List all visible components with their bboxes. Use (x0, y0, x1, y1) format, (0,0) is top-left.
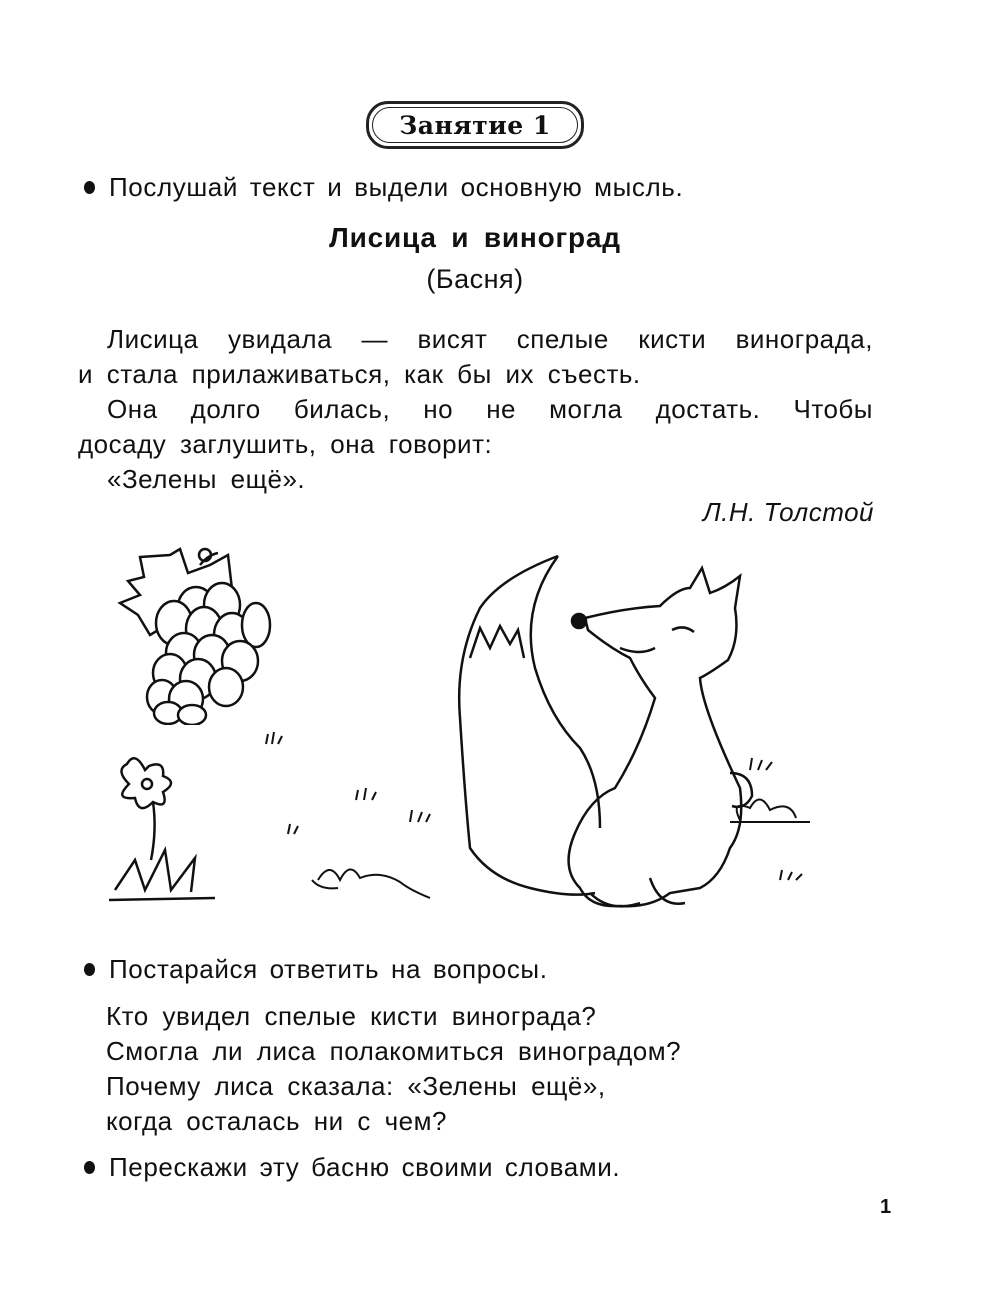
grapes-illustration (110, 545, 280, 725)
bullet-icon (84, 1161, 95, 1174)
task-text: Постарайся ответить на вопросы. (109, 954, 548, 984)
lesson-badge (366, 101, 584, 149)
fable-genre: (Басня) (426, 264, 524, 294)
fable-line: Она долго билась, но не могла достать. Чтобы (107, 394, 873, 424)
question: когда осталась ни с чем? (106, 1106, 447, 1136)
fable-line: «Зелены ещё». (107, 464, 306, 494)
question: Почему лиса сказала: «Зелены ещё», (106, 1071, 606, 1101)
bullet-icon (84, 963, 95, 976)
task-answer (82, 954, 548, 985)
question: Кто увидел спелые кисти винограда? (106, 1001, 597, 1031)
fable-line: и стала прилаживаться, как бы их съесть. (78, 359, 641, 389)
page-number: 1 (880, 1196, 892, 1218)
fable-line: Лисица увидала — висят спелые кисти винограда, (107, 324, 873, 354)
task-text: Перескажи эту басню своими словами. (109, 1152, 621, 1182)
task-retell (82, 1152, 620, 1183)
task-listen (82, 172, 683, 203)
question: Смогла ли лиса полакомиться виноградом? (106, 1036, 682, 1066)
flower-illustration (105, 740, 230, 910)
fable-title: Лисица и виноград (329, 222, 621, 253)
bullet-icon (84, 181, 95, 194)
grass-tufts (260, 730, 820, 920)
fable-line: досаду заглушить, она говорит: (78, 429, 493, 459)
fable-author: Л.Н. Толстой (702, 497, 874, 527)
lesson-label: Занятие 1 (399, 110, 551, 140)
task-text: Послушай текст и выдели основную мысль. (109, 172, 684, 202)
